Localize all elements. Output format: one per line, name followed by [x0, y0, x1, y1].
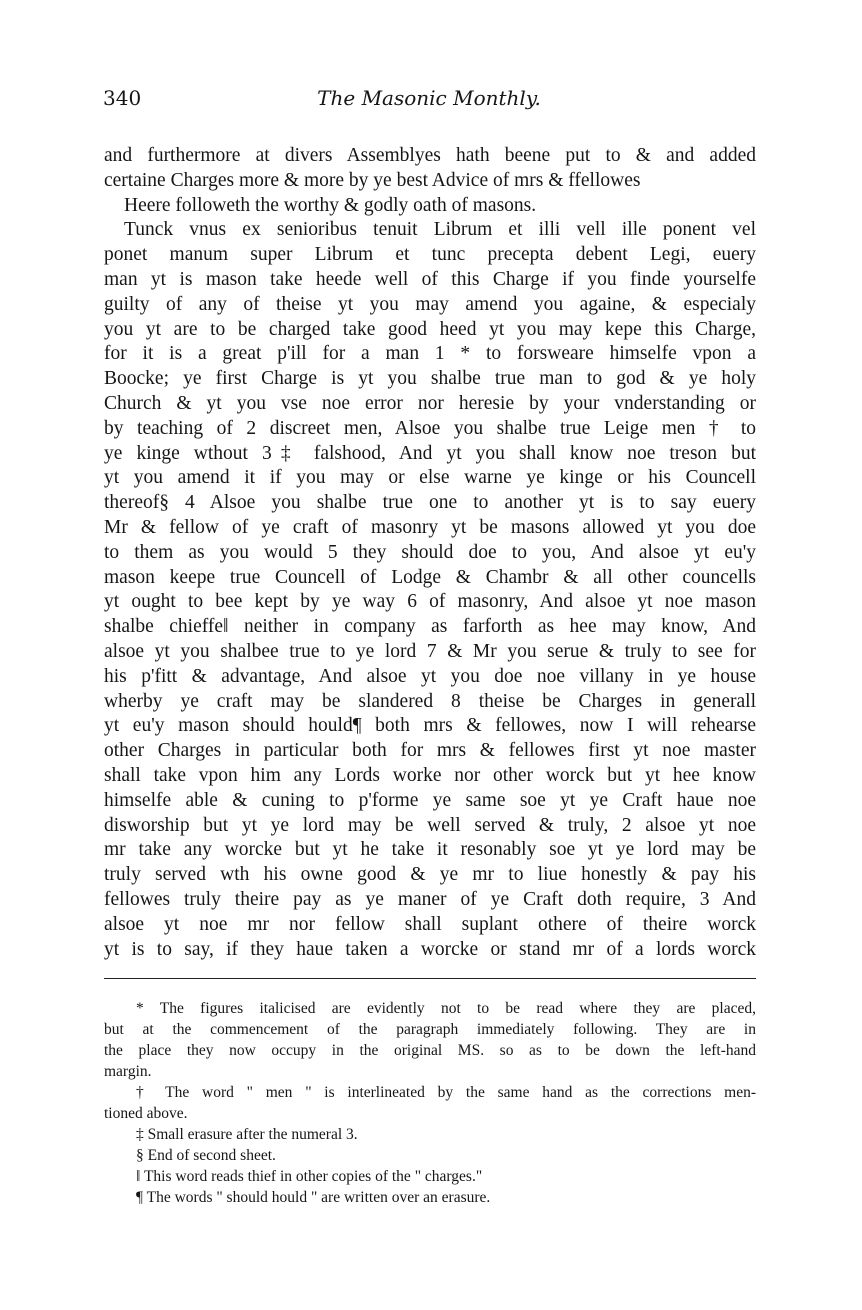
body-line: Heere followeth the worthy & godly oath of masons.	[124, 194, 537, 216]
body-line: shall take vpon him any Lords worke nor other worck but yt hee know	[104, 764, 756, 786]
body-line: ponet manum super Librum et tunc precepta debent Legi, euery	[104, 244, 756, 266]
body-line: his p'fitt & advantage, And alsoe yt you doe noe villany in ye house	[104, 665, 756, 687]
body-line: certaine Charges more & more by ye best Advice of mrs & ffellowes	[104, 169, 641, 191]
page-header	[103, 86, 755, 126]
body-line: wherby ye craft may be slandered 8 theise be Charges in generall	[104, 690, 756, 712]
body-line: yt is to say, if they haue taken a worcke or stand mr of a lords worck	[104, 938, 756, 960]
body-line: Church & yt you vse noe error nor heresie by your vnderstanding or	[104, 392, 756, 414]
footnote-line: tioned above.	[104, 1105, 188, 1122]
footnote-line: ‖ This word reads thief in other copies of the " charges."	[136, 1168, 483, 1185]
body-line: alsoe yt you shalbee true to ye lord 7 & Mr you serue & truly to see for	[104, 640, 756, 662]
body-line: ye kinge wthout 3‡ falshood, And yt you shall know noe treson but	[104, 442, 756, 464]
body-line: for it is a great p'ill for a man 1 * to forsweare himselfe vpon a	[104, 343, 756, 365]
body-line: you yt are to be charged take good heed yt you may kepe this Charge,	[104, 318, 756, 340]
body-line: man yt is mason take heede well of this Charge if you finde yourselfe	[104, 268, 756, 290]
body-line: Mr & fellow of ye craft of masonry yt be masons allowed yt you doe	[104, 516, 756, 538]
body-line: yt eu'y mason should hould¶ both mrs & fellowes, now I will rehearse	[104, 715, 756, 737]
footnote-line: margin.	[104, 1063, 152, 1080]
footnote-line: ¶ The words " should hould " are written over an erasure.	[136, 1189, 491, 1206]
body-line: truly served wth his owne good & ye mr to liue honestly & pay his	[104, 864, 756, 886]
page-number: 340	[103, 86, 142, 110]
footnote-line: * The figures italicised are evidently not to be read where they are placed,	[136, 1000, 756, 1017]
footnote-line: but at the commencement of the paragraph immediately following. They are in	[104, 1021, 756, 1038]
body-line: disworship but yt ye lord may be well served & truly, 2 alsoe yt noe	[104, 814, 756, 836]
journal-title: The Masonic Monthly.	[317, 86, 541, 110]
body-line: mason keepe true Councell of Lodge & Chambr & all other councells	[104, 566, 756, 588]
body-line: fellowes truly theire pay as ye maner of ye Craft doth require, 3 And	[104, 888, 756, 910]
body-line: and furthermore at divers Assemblyes hath beene put to & and added	[104, 145, 756, 166]
body-line: alsoe yt noe mr nor fellow shall suplant othere of theire worck	[104, 913, 756, 935]
footnote-line: † The word " men " is interlineated by the same hand as the corrections men-	[136, 1084, 756, 1101]
footnote-divider	[104, 978, 756, 979]
footnote-line: § End of second sheet.	[136, 1147, 276, 1164]
body-text	[104, 144, 756, 962]
body-line: yt you amend it if you may or else warne ye kinge or his Councell	[104, 467, 756, 489]
footnote-line: ‡ Small erasure after the numeral 3.	[136, 1126, 358, 1143]
body-line: mr take any worcke but yt he take it resonably soe yt ye lord may be	[104, 839, 756, 861]
footnote-line: the place they now occupy in the original MS. so as to be down the left-hand	[104, 1042, 756, 1059]
body-line: Boocke; ye first Charge is yt you shalbe true man to god & ye holy	[104, 368, 756, 390]
body-line: shalbe chieffe‖ neither in company as farforth as hee may know, And	[104, 616, 756, 638]
body-line: to them as you would 5 they should doe to you, And alsoe yt eu'y	[104, 541, 756, 563]
body-line: guilty of any of theise yt you may amend you againe, & especialy	[104, 293, 756, 315]
body-line: other Charges in particular both for mrs & fellowes first yt noe master	[104, 740, 756, 762]
body-line: by teaching of 2 discreet men, Alsoe you shalbe true Leige men † to	[104, 417, 756, 439]
body-line: thereof§ 4 Alsoe you shalbe true one to another yt is to say euery	[104, 492, 756, 514]
body-line: Tunck vnus ex senioribus tenuit Librum et illi vell ille ponent vel	[124, 219, 756, 241]
footnotes	[104, 998, 756, 1208]
body-line: yt ought to bee kept by ye way 6 of masonry, And alsoe yt noe mason	[104, 591, 756, 613]
body-line: himselfe able & cuning to p'forme ye same soe yt ye Craft haue noe	[104, 789, 756, 811]
